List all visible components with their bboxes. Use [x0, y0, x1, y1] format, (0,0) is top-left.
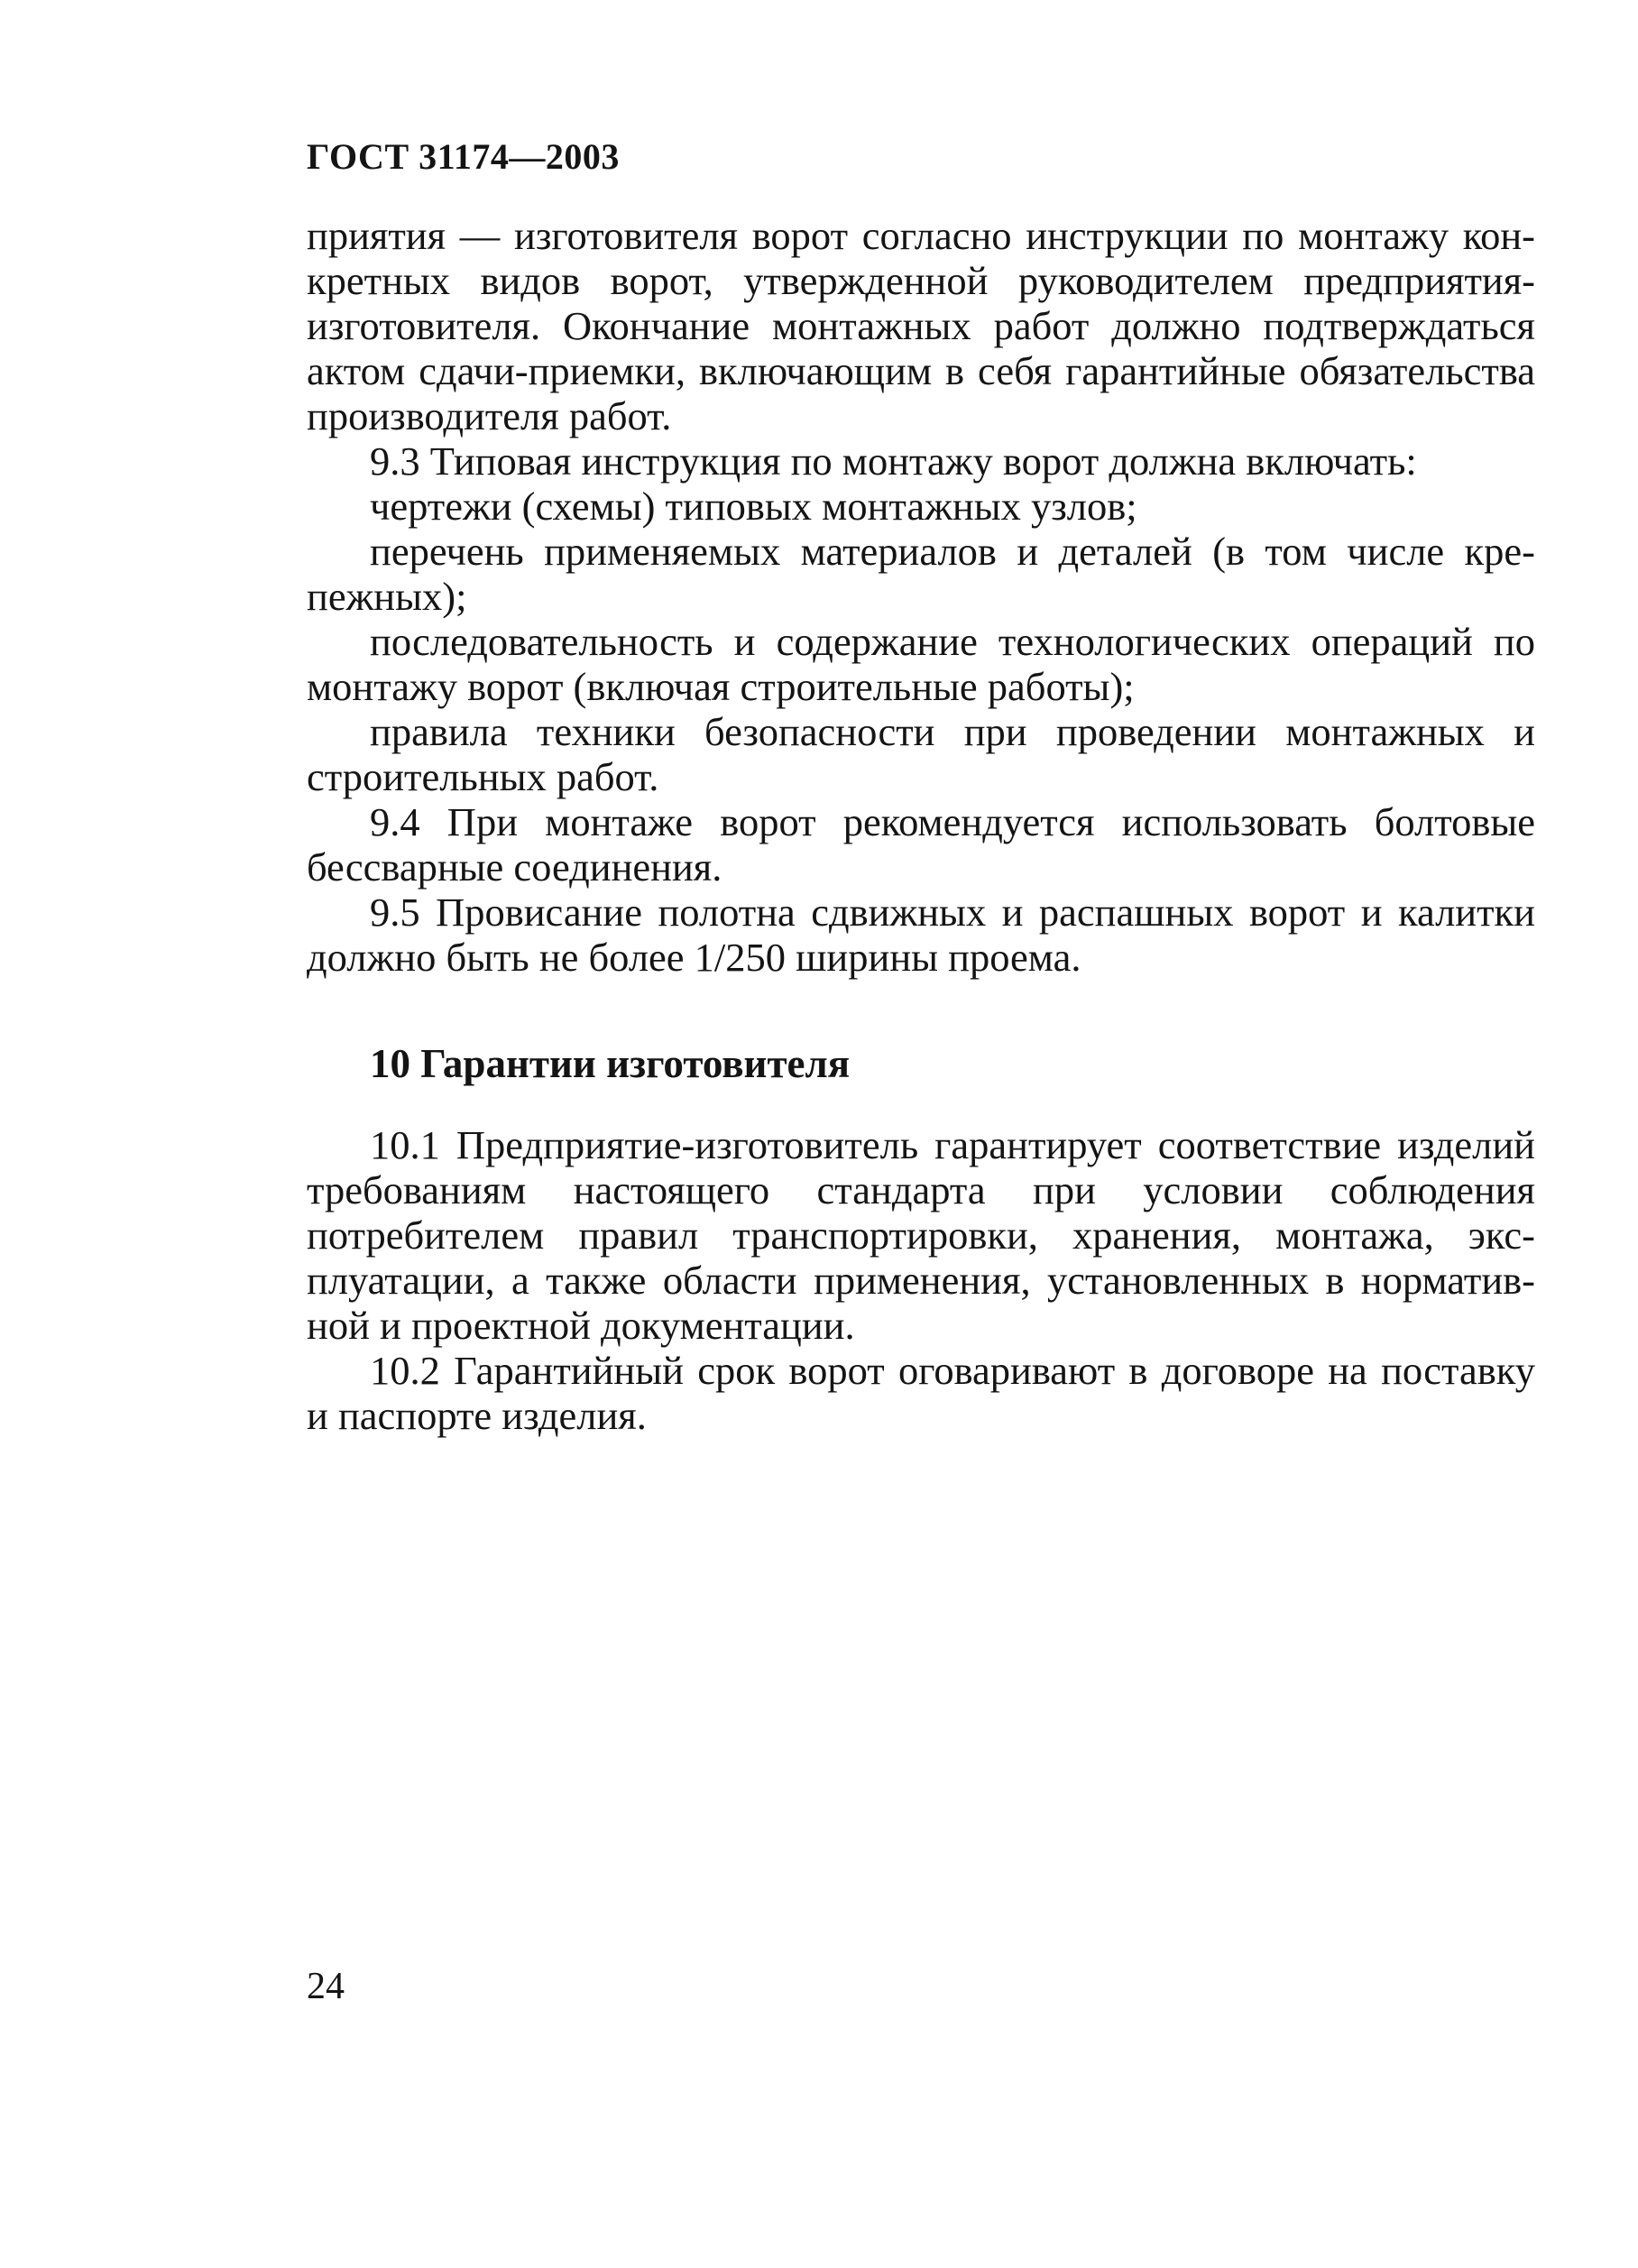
paragraph-continuation: приятия — изготовителя ворот согласно инструкции по монтажу конкретных видов ворот, утвержденной руководителем предприятия-изготовителя. Окончание монтажных работ должно подтверждаться актом сдачи-приемки, включающим в себя гарантийные обязательства производителя работ.	[307, 213, 1535, 438]
paragraph-9-5: 9.5 Провисание полотна сдвижных и распашных ворот и калитки должно быть не более 1/250 ширины проема.	[307, 890, 1535, 980]
page-number: 24	[307, 1966, 345, 2007]
paragraph-10-1: 10.1 Предприятие-изготовитель гарантирует соответствие изделий требованиям настоящего стандарта при условии соблюдения потребителем правил транспортировки, хранения, монтажа, эксплуатации, а также области применения, установленных в нормативной и проектной документации.	[307, 1122, 1535, 1348]
list-item-operations: последовательность и содержание технологических операций по монтажу ворот (включая строительные работы);	[307, 619, 1535, 709]
list-item-materials: перечень применяемых материалов и деталей (в том числе крепежных);	[307, 529, 1535, 619]
section-10-body	[307, 1122, 1535, 1438]
paragraph-9-3: 9.3 Типовая инструкция по монтажу ворот должна включать:	[370, 438, 1417, 484]
list-item-drawings: чертежи (схемы) типовых монтажных узлов;	[370, 484, 1137, 529]
section-title: 10 Гарантии изготовителя	[370, 1041, 851, 1086]
section-9-continuation	[307, 213, 1535, 980]
paragraph-9-4: 9.4 При монтаже ворот рекомендуется использовать болтовые бессварные соединения.	[307, 799, 1535, 890]
paragraph-10-2: 10.2 Гарантийный срок ворот оговаривают в договоре на поставку и паспорте изделия.	[307, 1348, 1535, 1438]
document-header: ГОСТ 31174—2003	[307, 136, 620, 177]
list-item-safety: правила техники безопасности при проведении монтажных и строительных работ.	[307, 709, 1535, 799]
